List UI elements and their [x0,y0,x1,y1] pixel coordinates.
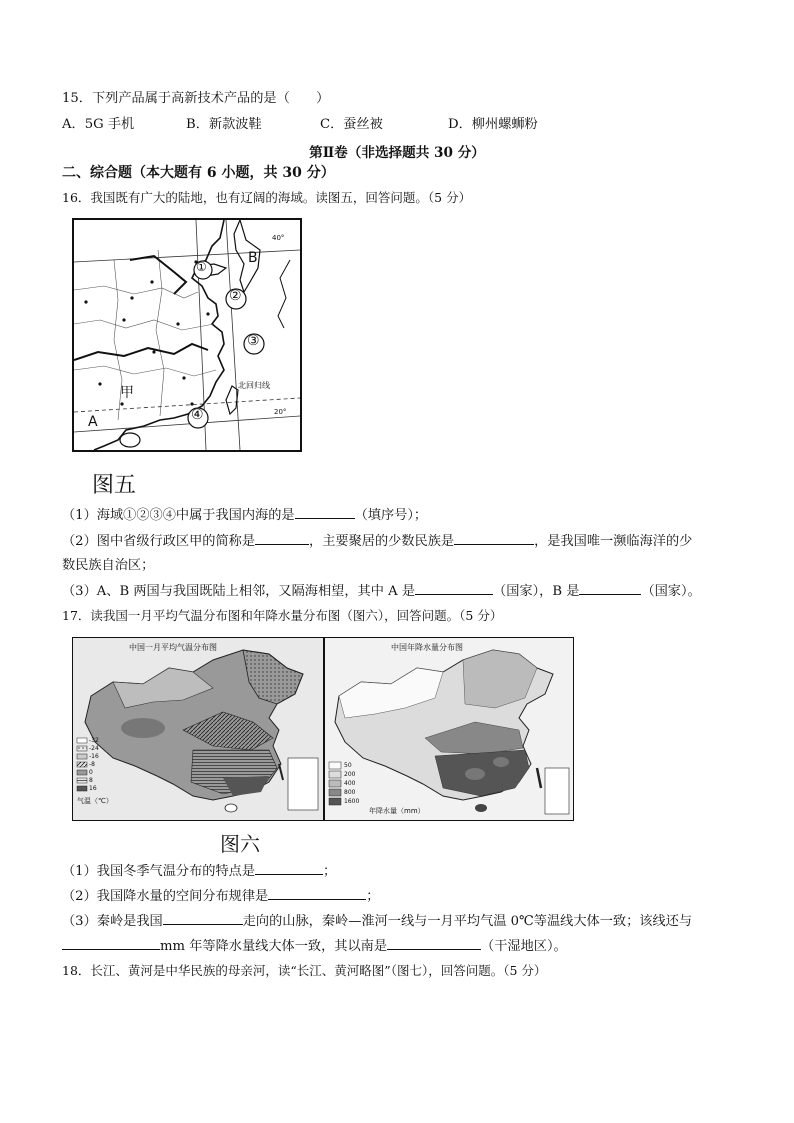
q15-option-b[interactable]: B．新款波鞋 [186,117,262,132]
q16-map-svg [74,220,300,450]
fig6-label: 图六 [220,832,260,856]
q15-option-c[interactable]: C．蚕丝被 [320,117,383,132]
q16-blank-5[interactable] [579,582,641,595]
q16-sub3: （3）A、B 两国与我国既陆上相邻，又隔海相望，其中 A 是 （国家），B 是 （国家）。 [62,584,701,599]
temp-legend-5: 8 [89,777,93,784]
label-a: A [88,414,98,430]
q17-sub3-cont: mm 年等降水量线大体一致，其以南是 （干湿地区）。 [62,937,567,956]
temp-legend-2: -16 [89,753,99,760]
q16-map [72,218,302,452]
tropic-line [74,398,300,412]
q17-blank-2[interactable] [268,887,366,900]
january-temperature-map [72,637,324,821]
lat-40-line [74,250,300,262]
boundary-5 [156,250,164,416]
q17-sub2: （2）我国降水量的空间分布规律是 ； [62,889,380,904]
temp-legend-0: -32 [89,737,99,744]
q17-stem: 17．读我国一月平均气温分布图和年降水量分布图（图六），回答问题。（5 分） [62,608,503,623]
q16-blank-2[interactable] [255,532,309,545]
rain-legend-1: 200 [344,771,356,778]
hainan [120,433,140,447]
q15-stem: 15．下列产品属于高新技术产品的是（ ） [62,91,330,106]
q15-options [62,116,762,134]
fig5-label: 图五 [92,473,137,498]
temp-legend-4: 0 [89,769,93,776]
q16-sub2-cont: 数民族自治区； [62,558,155,573]
temp-legend-1: -24 [89,745,99,752]
thick-boundary-north [130,256,186,294]
rain-legend-title: 年降水量（mm） [369,807,425,815]
rain-legend-4: 1600 [344,798,360,805]
lat-20-line [74,416,300,432]
sea-2-label: ② [229,288,242,304]
label-b: B [248,250,258,266]
annual-precipitation-map [324,637,574,821]
q17-sub3: （3）秦岭是我国 走向的山脉，秦岭—淮河一线与一月平均气温 0℃等温线大体一致；该线还与 [62,914,693,929]
part2-title: 第Ⅱ卷（非选择题共 30 分） [309,145,485,161]
sea-3-label: ③ [247,333,260,349]
boundary-2 [74,320,214,330]
japan [278,260,290,328]
q17-sub1: （1）我国冬季气温分布的特点是 ； [62,864,337,879]
label-jia: 甲 [120,385,134,401]
q17-blank-3[interactable] [163,912,243,925]
q16-blank-4[interactable] [415,582,493,595]
q15-option-d[interactable]: D．柳州螺蛳粉 [448,117,538,132]
thick-boundary [74,344,208,360]
rain-map-title: 中国年降水量分布图 [391,643,463,652]
boundary-3 [74,366,216,376]
sea-1-label: ① [196,260,207,274]
lat-20-label: 20° [274,408,287,416]
q16-sub1: （1）海域①②③④中属于我国内海的是 （填序号）； [62,508,428,523]
temp-legend-title: 气温（℃） [77,797,113,805]
rain-legend-3: 800 [344,789,356,796]
q16-sub2: （2）图中省级行政区甲的简称是 ，主要聚居的少数民族是 ，是我国唯一濒临海洋的少 [62,534,693,549]
temp-legend-3: -8 [89,761,95,768]
q15-option-a[interactable]: A．5G 手机 [62,117,135,132]
rain-map-svg [325,638,573,820]
section-heading: 二、综合题（本大题有 6 小题，共 30 分） [62,165,335,181]
temp-inset-box [288,758,318,810]
temp-legend-6: 16 [89,785,97,792]
q17-blank-1[interactable] [255,862,323,875]
temp-map-title: 中国一月平均气温分布图 [129,643,217,652]
q18-stem: 18．长江、黄河是中华民族的母亲河，读“长江、黄河略图”（图七），回答问题。（5 分） [62,963,547,978]
rain-inset-box [545,768,569,814]
rain-legend-2: 400 [344,780,356,787]
tropic-label: 北回归线 [238,381,270,390]
lat-40-label: 40° [272,234,285,242]
q16-blank-3[interactable] [454,532,534,545]
q16-stem: 16．我国既有广大的陆地，也有辽阔的海域。读图五，回答问题。（5 分） [62,190,472,205]
q17-blank-5[interactable] [387,937,481,950]
sea-4-label: ④ [191,407,204,423]
q17-blank-4[interactable] [62,937,160,950]
q16-blank-1[interactable] [295,506,355,519]
temp-map-svg [73,638,323,820]
rain-legend-0: 50 [344,762,352,769]
